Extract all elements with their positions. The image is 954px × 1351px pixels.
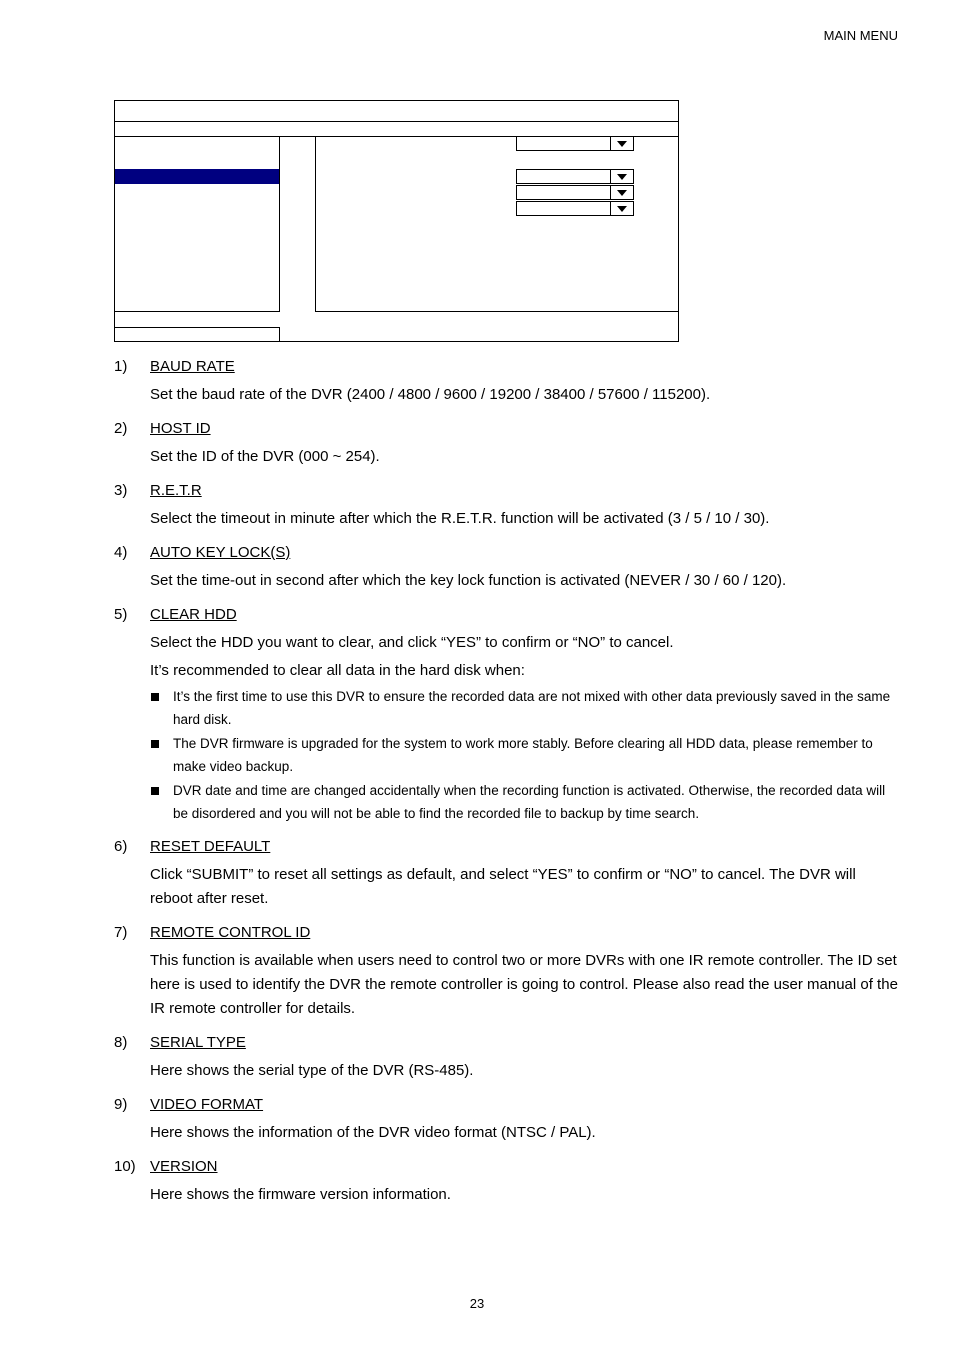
dropdown-baud-rate[interactable] [516, 136, 634, 151]
square-bullet-icon [151, 787, 159, 795]
description-item [114, 1093, 900, 1145]
item-title: VERSION [150, 1158, 218, 1175]
item-number: 8) [114, 1034, 128, 1051]
square-bullet-icon [151, 693, 159, 701]
item-heading [114, 479, 900, 503]
description-item [114, 835, 900, 911]
item-number: 1) [114, 358, 128, 375]
item-description: This function is available when users need to control two or more DVRs with one IR remote controller. The ID set here is used to identify the DVR the remote controller is going to control. Please also read the user manual of the IR remote controller for details. [150, 952, 898, 1017]
description-item [114, 479, 900, 531]
bullet-item [150, 732, 900, 778]
item-heading [114, 1155, 900, 1179]
item-heading [114, 417, 900, 441]
chevron-down-icon[interactable] [610, 137, 633, 150]
chevron-down-icon[interactable] [610, 186, 633, 199]
item-description: Select the HDD you want to clear, and click “YES” to confirm or “NO” to cancel. [150, 634, 674, 651]
item-description: Here shows the information of the DVR video format (NTSC / PAL). [150, 1124, 596, 1141]
item-heading [114, 541, 900, 565]
menu-tab-bar [115, 121, 678, 137]
description-item [114, 355, 900, 407]
bullet-text: The DVR firmware is upgraded for the system to work more stably. Before clearing all HDD data, please remember to make video backup. [173, 736, 873, 774]
item-title: HOST ID [150, 420, 211, 437]
menu-status-bar [115, 327, 280, 342]
item-number: 5) [114, 606, 128, 623]
item-title: REMOTE CONTROL ID [150, 924, 311, 941]
item-title: RESET DEFAULT [150, 838, 271, 855]
item-title: VIDEO FORMAT [150, 1096, 264, 1113]
bullet-item [150, 779, 900, 825]
item-title: CLEAR HDD [150, 606, 237, 623]
description-item [114, 541, 900, 593]
header-section-label: MAIN MENU [823, 28, 898, 43]
bullet-list [150, 685, 900, 825]
page-number: 23 [469, 1296, 485, 1311]
bullet-text: DVR date and time are changed accidentally when the recording function is activated. Otherwise, the recorded data will be disordered and you will not be able to find the recorded file to backup by time search. [173, 783, 886, 821]
item-title: R.E.T.R [150, 482, 202, 499]
bullet-item [150, 685, 900, 731]
description-item [114, 921, 900, 1021]
item-description: Select the timeout in minute after which the R.E.T.R. function will be activated (3 / 5 / 10 / 30). [150, 510, 770, 527]
item-descriptions [114, 355, 900, 1217]
item-description: Set the ID of the DVR (000 ~ 254). [150, 448, 380, 465]
description-item [114, 603, 900, 825]
item-number: 6) [114, 838, 128, 855]
dropdown-retr[interactable] [516, 169, 634, 184]
item-number: 7) [114, 924, 128, 941]
item-number: 10) [114, 1158, 136, 1175]
item-description: It’s recommended to clear all data in the hard disk when: [150, 662, 525, 679]
description-item [114, 417, 900, 469]
description-item [114, 1155, 900, 1207]
description-item [114, 1031, 900, 1083]
item-description: Here shows the serial type of the DVR (RS-485). [150, 1062, 474, 1079]
system-menu-screenshot [114, 100, 679, 342]
item-heading [114, 355, 900, 379]
item-title: BAUD RATE [150, 358, 235, 375]
bullet-text: It’s the first time to use this DVR to ensure the recorded data are not mixed with other data previously saved in the same hard disk. [173, 689, 891, 727]
menu-settings-panel [315, 136, 678, 312]
chevron-down-icon[interactable] [610, 202, 633, 215]
item-description: Click “SUBMIT” to reset all settings as default, and select “YES” to confirm or “NO” to cancel. The DVR will reboot after reset. [150, 866, 856, 907]
chevron-down-icon[interactable] [610, 170, 633, 183]
menu-title-bar [115, 101, 678, 122]
item-heading [114, 921, 900, 945]
item-description: Set the baud rate of the DVR (2400 / 4800 / 9600 / 19200 / 38400 / 57600 / 115200). [150, 386, 711, 403]
menu-item-selected[interactable] [115, 169, 279, 184]
dropdown-auto-key-lock[interactable] [516, 185, 634, 200]
item-heading [114, 1031, 900, 1055]
dropdown-clear-hdd[interactable] [516, 201, 634, 216]
item-heading [114, 835, 900, 859]
item-number: 2) [114, 420, 128, 437]
item-number: 9) [114, 1096, 128, 1113]
item-number: 4) [114, 544, 128, 561]
item-heading [114, 1093, 900, 1117]
item-title: AUTO KEY LOCK(S) [150, 544, 291, 561]
item-description: Here shows the firmware version information. [150, 1186, 451, 1203]
item-number: 3) [114, 482, 128, 499]
item-description: Set the time-out in second after which the key lock function is activated (NEVER / 30 / 60 / 120). [150, 572, 787, 589]
item-heading [114, 603, 900, 627]
square-bullet-icon [151, 740, 159, 748]
item-title: SERIAL TYPE [150, 1034, 246, 1051]
menu-item-list [115, 136, 280, 312]
